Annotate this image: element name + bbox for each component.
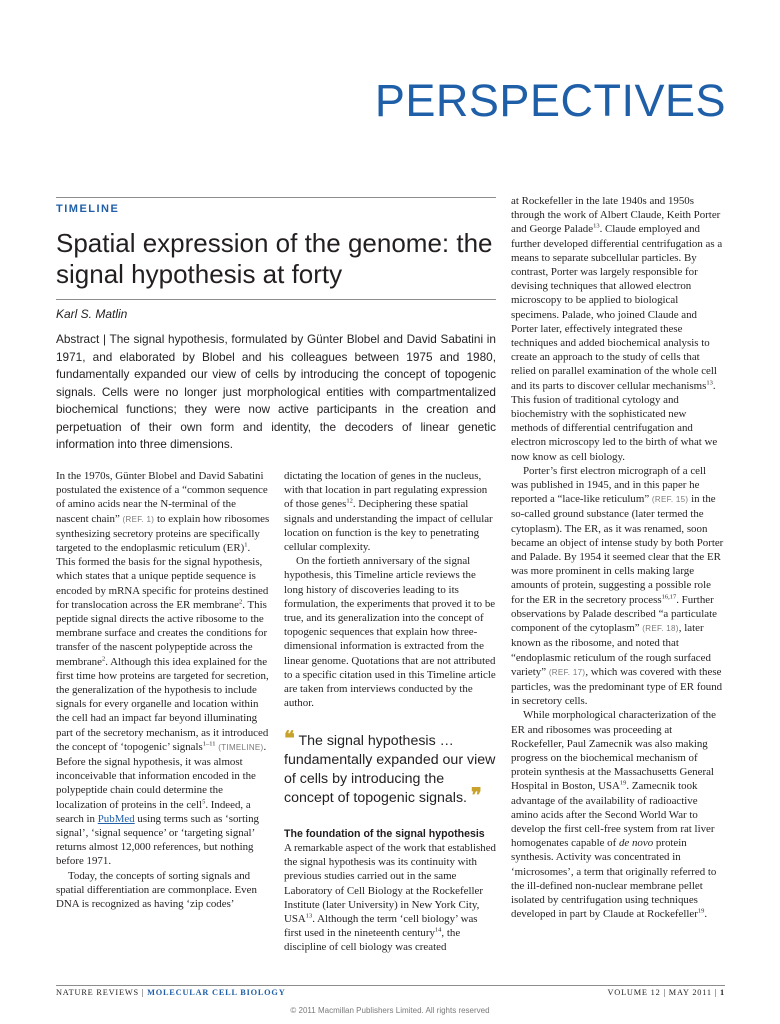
paragraph bbox=[511, 464, 725, 708]
citation[interactable]: 1–11 bbox=[202, 740, 216, 748]
text-run: , which was covered with these particles, was the predominant type of ER found in secretory cells. bbox=[511, 665, 723, 708]
citation[interactable]: 13 bbox=[305, 912, 313, 920]
citation[interactable]: 14 bbox=[434, 926, 442, 934]
text-run: . Further observations by Palade described “a particulate component of the cytoplasm” bbox=[511, 593, 717, 635]
citation[interactable]: 13 bbox=[706, 379, 713, 387]
italic-term: de novo bbox=[618, 837, 654, 850]
citation[interactable]: 16,17 bbox=[661, 593, 677, 601]
paragraph: On the fortieth anniversary of the signal hypothesis, this Timeline article reviews the long history of discoveries leading to its formulation, the experiments that proved it to be true, and its generalization into the concept of topogenic sequences that explain how three-dimensional information is extracted from the linear genome. Quotations that are not attributed to a specific citation used in this Timeline article are taken from interviews conducted by the author. bbox=[284, 555, 496, 710]
text-run: in the so-called ground substance (later termed the cytoplasm). The ER, as it was renamed, soon became an object of intense study by both Porter and Palade. By 1954 it seemed clear that the ER was more prominent in cells making large amounts of protein, suggesting a possible role for the ER in the secretory process bbox=[511, 493, 724, 606]
citation[interactable]: 19 bbox=[697, 907, 705, 915]
paragraph bbox=[511, 194, 725, 464]
body-column-3 bbox=[511, 194, 725, 921]
article-title: Spatial expression of the genome: the signal hypothesis at forty bbox=[56, 228, 493, 289]
footer-volume bbox=[607, 988, 725, 997]
close-quote-icon: ❞ bbox=[470, 783, 482, 807]
citation[interactable]: 13 bbox=[593, 222, 600, 230]
text-run: . This formed the basis for the signal hypothesis, which states that a unique peptide sequence is encoded by mRNA specific for proteins destined for translocation across the ER membrane bbox=[56, 542, 269, 611]
text-run: Porter’s first electron micrograph of a cell was published in 1945, and in this paper he reported a “lace-like reticulum” bbox=[511, 464, 707, 506]
paragraph: Today, the concepts of sorting signals and spatial differentiation are commonplace. Even DNA is recognized as having ‘zip codes’ bbox=[56, 869, 257, 911]
pull-quote-text: The signal hypothesis … fundamentally expanded our view of cells by introducing the concept of topogenic signals. bbox=[284, 733, 496, 806]
footer-journal bbox=[56, 988, 285, 997]
publisher-name: NATURE REVIEWS bbox=[56, 988, 139, 997]
text-run: . Deciphering these spatial signals and understanding the impact of cellular location on function is the key to penetrating cellular complexity. bbox=[284, 498, 493, 554]
reference-link[interactable]: (REF. 18) bbox=[642, 624, 679, 634]
citation[interactable]: 12 bbox=[346, 497, 353, 505]
citation[interactable]: 19 bbox=[619, 779, 627, 787]
section-header: PERSPECTIVES bbox=[374, 75, 726, 126]
text-run: at Rockefeller in the late 1940s and 1950s through the work of Albert Claude, Keith Porter and George Palade bbox=[511, 195, 721, 236]
page-number: 1 bbox=[720, 988, 725, 997]
text-run: , the discipline of cell biology was created bbox=[284, 927, 461, 954]
paragraph bbox=[284, 469, 496, 554]
text-run: . This peptide signal directs the active ribosome to the membrane surface and creates the conditions for transfer of the nascent polypeptide across the membrane bbox=[56, 598, 268, 668]
text-run: In the 1970s, Günter Blobel and David Sabatini postulated the existence of a “common sequence of amino acids near the N-terminal of the nascent chain” bbox=[56, 470, 268, 525]
separator: | bbox=[663, 988, 666, 997]
citation[interactable]: 2 bbox=[101, 655, 106, 663]
pull-quote bbox=[284, 726, 496, 808]
pubmed-link[interactable]: PubMed bbox=[97, 812, 135, 825]
text-run: using terms such as ‘sorting signal’, ‘signal sequence’ or ‘targeting signal’ returns almost 12,000 references, but nothing before 1971. bbox=[56, 812, 260, 868]
paragraph bbox=[284, 841, 496, 955]
journal-name: MOLECULAR CELL BIOLOGY bbox=[147, 988, 286, 997]
separator: | bbox=[141, 988, 145, 997]
separator: | bbox=[714, 988, 718, 997]
abstract: Abstract | The signal hypothesis, formulated by Günter Blobel and David Sabatini in 1971, and elaborated by Blobel and his colleagues between 1975 and 1980, fundamentally expanded our view of cells by introducing the concept of topogenic signals. Cells were no longer just morphological entities with compartmentalized biochemical functions; they were now active participants in the creation and perpetuation of their own form and identity, the decoders of linear genetic information into three dimensions. bbox=[56, 332, 496, 451]
citation[interactable]: 5 bbox=[202, 798, 206, 806]
open-quote-icon: ❝ bbox=[284, 726, 295, 750]
section-heading: The foundation of the signal hypothesis bbox=[284, 828, 485, 840]
text-run: . Zamecnik took advantage of the availability of radioactive amino acids after the Second World War to develop the first cell-free system from rat liver homogenates capable of bbox=[511, 780, 715, 850]
text-run: . Before the signal hypothesis, it was almost inconceivable that information encoded in the polypeptide chain could determine the localization of proteins in the cell bbox=[56, 740, 267, 811]
text-run: protein synthesis. Activity was concentrated in ‘microsomes’, a term that originally referred to the ill-defined non-nuclear membrane pellet isolated by centrifugation using techniques developed in part by Claude at Rockefeller bbox=[511, 837, 717, 921]
issue-date: MAY 2011 bbox=[668, 988, 712, 997]
divider bbox=[56, 299, 496, 300]
text-run: . Claude employed and further developed differential centrifugation as a means to separate subcellular particles. By contrast, Porter was largely responsible for devising techniques that allowed electron microscopy to be applied to biological specimens. Palade, who joined Claude and Porter later, effectively integrated these techniques and added biochemical analysis to create an approach to the study of cells that relied on parallel examination of the whole cell and its parts to discover cellular mechanisms bbox=[511, 223, 723, 392]
text-run: dictating the location of genes in the nucleus, with that location in part regulating expression of those genes bbox=[284, 470, 488, 511]
copyright: © 2011 Macmillan Publishers Limited. All rights reserved bbox=[290, 1006, 490, 1015]
text-run: . Although this idea explained for the first time how proteins are targeted for secretion, the generalization of the hypothesis to include signals for every organelle and location within the cell had an impact far beyond illuminating part of the secretory mechanism, as it introduced the concept of ‘topogenic’ signals bbox=[56, 655, 269, 753]
paragraph bbox=[511, 708, 725, 921]
timeline-link[interactable]: (TIMELINE) bbox=[218, 742, 264, 752]
text-run: to explain how ribosomes synthesizing secretory proteins are specifically targeted to the endoplasmic reticulum (ER) bbox=[56, 512, 270, 555]
article-category: TIMELINE bbox=[56, 203, 120, 215]
body-column-2 bbox=[284, 469, 496, 710]
divider bbox=[56, 197, 496, 198]
body-column-1 bbox=[56, 469, 270, 911]
author-name: Karl S. Matlin bbox=[56, 307, 128, 321]
volume: VOLUME 12 bbox=[607, 988, 661, 997]
text-run: A remarkable aspect of the work that established the signal hypothesis was its continuity with previous studies carried out in the same Laboratory of Cell Biology at the Rockefeller Institute (later University) in New York City, USA bbox=[284, 842, 496, 926]
reference-link[interactable]: (REF. 17) bbox=[548, 667, 586, 677]
text-run: . Indeed, a search in bbox=[56, 798, 251, 825]
text-run: , later known as the ribosome, and noted that “endoplasmic reticulum of the rough surfaced variety” bbox=[511, 622, 711, 678]
body-column-2-continued bbox=[284, 841, 496, 955]
text-run: While morphological characterization of the ER and ribosomes was proceeding at Rockefeller, Paul Zamecnik was also making progress on the biochemical mechanism of protein synthesis at the Massachusetts General Hospital in Boston, USA bbox=[511, 709, 716, 793]
citation[interactable]: 1 bbox=[244, 541, 248, 549]
reference-link[interactable]: (REF. 15) bbox=[651, 495, 689, 505]
paragraph bbox=[56, 469, 270, 869]
footer-divider bbox=[56, 985, 725, 986]
text-run: . This fusion of traditional cytology and biochemistry with the sophisticated new methods of differential centrifugation and electron microscopy led to the birth of what we now know as cell biology. bbox=[511, 379, 718, 463]
text-run: . bbox=[704, 908, 708, 921]
citation[interactable]: 2 bbox=[238, 598, 243, 606]
reference-link[interactable]: (REF. 1) bbox=[122, 514, 155, 524]
text-run: . Although the term ‘cell biology’ was first used in the nineteenth century bbox=[284, 913, 478, 940]
